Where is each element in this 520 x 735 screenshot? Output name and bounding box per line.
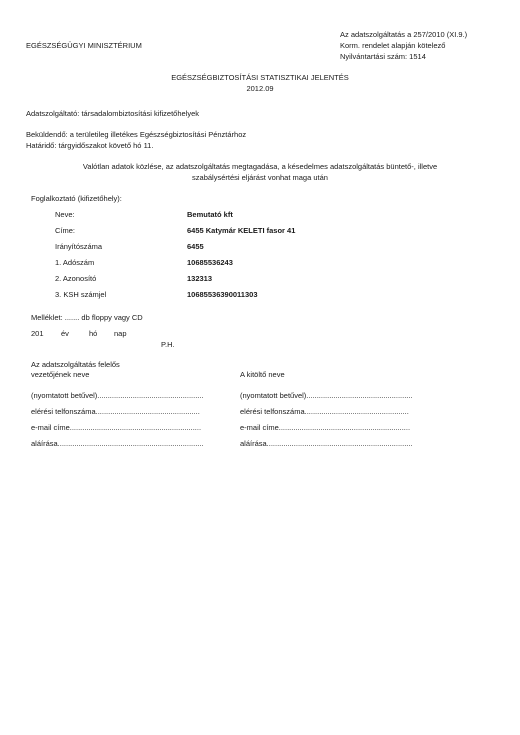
employer-ksh-code-value: 10685536390011303: [187, 290, 258, 299]
employer-address-value: 6455 Katymár KELETI fasor 41: [187, 226, 296, 235]
responsible-printed-name-field: (nyomtatott betűvel)...................................................: [31, 391, 204, 400]
employer-tax-number-value: 10685536243: [187, 258, 233, 267]
filler-email-field: e-mail címe...............................................................: [240, 423, 411, 432]
employer-row-label: 1. Adószám: [55, 258, 95, 267]
warning-line2: szabálysértési eljárást vonhat maga után: [192, 173, 328, 182]
legal-basis-line2: Korm. rendelet alapján kötelező: [340, 41, 446, 50]
registration-number: Nyilvántartási szám: 1514: [340, 52, 426, 61]
filler-heading: A kitöltő neve: [240, 370, 285, 379]
date-ho: hó: [89, 329, 98, 338]
responsible-signature-field: aláírása......................................................................: [31, 439, 204, 448]
date-nap: nap: [114, 329, 127, 338]
employer-row-label: 2. Azonosító: [55, 274, 97, 283]
responsible-email-field: e-mail címe...............................................................: [31, 423, 202, 432]
stamp-placeholder: P.H.: [161, 340, 175, 349]
attachment-line: Melléklet: ....... db floppy vagy CD: [31, 313, 143, 322]
responsible-phone-field: elérési telfonszáma..................................................: [31, 407, 200, 416]
date-ev: év: [61, 329, 69, 338]
filler-phone-field: elérési telfonszáma..................................................: [240, 407, 409, 416]
provider-line: Adatszolgáltató: társadalombiztosítási kifizetőhelyek: [26, 109, 200, 118]
filler-signature-field: aláírása......................................................................: [240, 439, 413, 448]
date-year: 201: [31, 329, 44, 338]
employer-row-label: Neve:: [55, 210, 75, 219]
ministry-name: EGÉSZSÉGÜGYI MINISZTÉRIUM: [26, 41, 142, 50]
employer-name-value: Bemutató kft: [187, 210, 233, 219]
employer-identifier-value: 132313: [187, 274, 213, 283]
employer-row-label: Címe:: [55, 226, 76, 235]
responsible-heading-line2: vezetőjének neve: [31, 370, 90, 379]
warning-line1: Valótlan adatok közlése, az adatszolgáltatás megtagadása, a késedelmes adatszolgáltatás büntető-, illetve: [82, 162, 438, 171]
deadline-line: Határidő: tárgyidőszakot követő hó 11.: [26, 141, 154, 150]
employer-heading: Foglalkoztató (kifizetőhely):: [31, 194, 122, 203]
legal-basis-line1: Az adatszolgáltatás a 257/2010 (XI.9.): [340, 30, 468, 39]
send-to-line: Beküldendő: a területileg illetékes Egészségbiztosítási Pénztárhoz: [26, 130, 247, 139]
report-title: EGÉSZSÉGBIZTOSÍTÁSI STATISZTIKAI JELENTÉS: [171, 73, 349, 82]
report-period: 2012.09: [246, 84, 274, 93]
employer-postcode-value: 6455: [187, 242, 204, 251]
responsible-heading-line1: Az adatszolgáltatás felelős: [31, 360, 120, 369]
employer-row-label: 3. KSH számjel: [55, 290, 107, 299]
filler-printed-name-field: (nyomtatott betűvel)...................................................: [240, 391, 413, 400]
employer-row-label: Irányítószáma: [55, 242, 103, 251]
